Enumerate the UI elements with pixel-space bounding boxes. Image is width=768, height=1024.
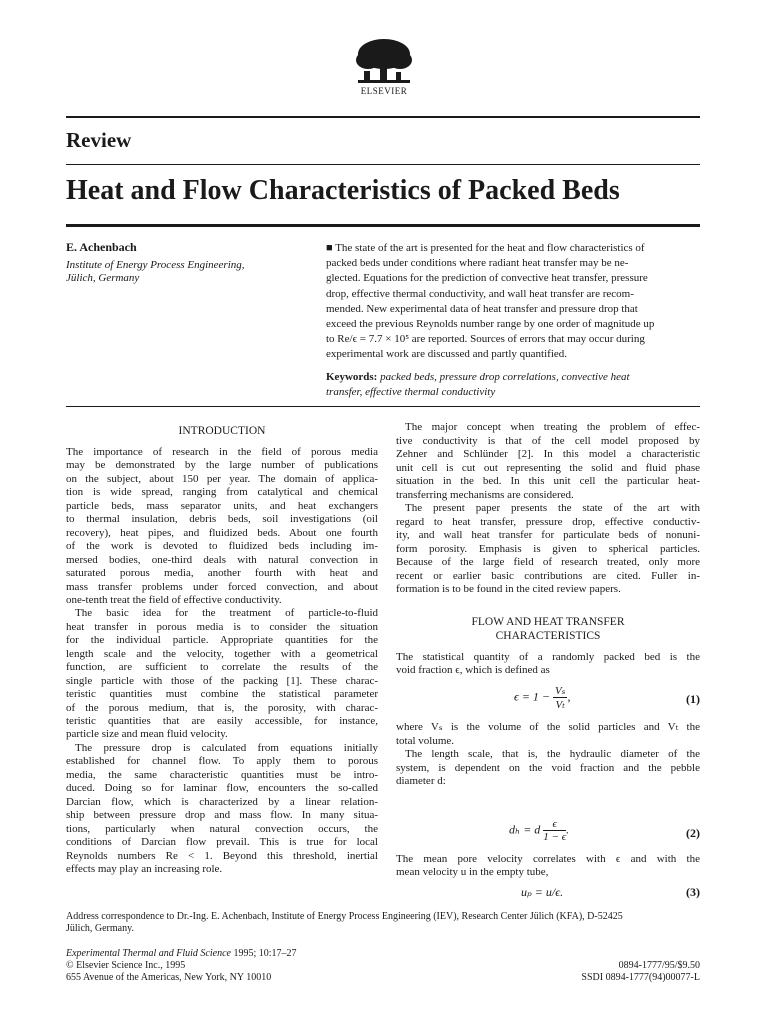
equation-1-fraction [553, 684, 567, 711]
text-line: particle beds, mass separator units, and heat exchangers [66, 499, 378, 512]
text-line: form porosity. Emphasis is given to spherical particles. [396, 542, 700, 555]
text-line: ity, and wall heat transfer for particulate beds of nonuni- [396, 529, 700, 541]
text-line: function, are sufficient to correlate the results of the [66, 661, 378, 674]
text-line: The basic idea for the treatment of particle-to-fluid [75, 607, 378, 620]
text-line: Reynolds numbers Re < 1. Beyond this threshold, inertial [66, 849, 378, 862]
text-line: The length scale, that is, the hydraulic diameter of the [405, 748, 700, 760]
text-line: regard to heat transfer, pressure drop, effective conductiv- [396, 515, 700, 528]
abstract-line: mended. New experimental data of heat transfer and pressure drop that [326, 303, 638, 315]
text-line: may be demonstrated by the large number of publications [66, 459, 378, 472]
keywords [326, 370, 630, 385]
issn-code: 0894-1777/95/$9.50 [618, 960, 700, 971]
article-title: Heat and Flow Characteristics of Packed Beds [66, 175, 620, 206]
equation-2-tail: . [566, 822, 570, 837]
text-line: teristic quantities must combine the statistical parameter [66, 688, 378, 701]
publisher-address: 655 Avenue of the Americas, New York, NY 10010 [66, 972, 272, 983]
text-line: mean velocity u in the empty tube, [396, 866, 549, 878]
text-line: situation in the bed. In this unit cell the particular heat- [396, 475, 700, 487]
text-line: unit cell is cut out representing the solid and fluid phase [396, 461, 700, 474]
text-line: transferring mechanisms are considered. [396, 488, 574, 501]
text-line: particle size and mean fluid velocity. [66, 728, 228, 741]
text-line: mersed bodies, one-third deals with natural convection in [66, 553, 378, 566]
section-heading: FLOW AND HEAT TRANSFER [471, 616, 625, 628]
text-line: of the work is devoted to fluidized beds including im- [66, 540, 378, 553]
equation-1-denominator: Vₜ [555, 699, 565, 711]
text-line: teristic quantities that are easily accessible, for instance, [66, 715, 378, 727]
text-line: where Vₛ is the volume of the solid particles and Vₜ the [396, 721, 700, 733]
journal-name: Experimental Thermal and Fluid Science [66, 948, 231, 959]
text-line: conditions of Darcian flow prevail. This is true for local [66, 836, 378, 849]
text-line: tion is wide spread, ranging from catalytical and chemical [66, 486, 378, 499]
copyright: © Elsevier Science Inc., 1995 [66, 960, 186, 971]
abstract-line: to Re/ϵ = 7.7 × 10⁵ are reported. Sources of errors that may occur during [326, 333, 645, 345]
text-line: duced. Doing so for laminar flow, encounters the so-called [66, 782, 378, 795]
text-line: length scale and the velocity, together with a geometrical [66, 647, 378, 660]
equation-2-numerator: ϵ [543, 818, 566, 831]
text-line: mass transfer problems under forced convection, and about [66, 580, 378, 593]
text-line: The importance of research in the field of porous media [66, 446, 378, 458]
text-line: to thermal insulation, debris beds, soil investigations (oil [66, 513, 378, 526]
author-affiliation: Jülich, Germany [66, 272, 140, 284]
abstract-line: glected. Equations for the prediction of convective heat transfer, pressure [326, 272, 648, 284]
equation-2-lhs: dₕ = d [509, 822, 541, 837]
journal-ref: 1995; 10:17–27 [230, 948, 297, 959]
text-line: for the individual particle. Appropriate quantities for the [66, 634, 378, 647]
title-rule [66, 224, 700, 227]
text-line: The major concept when treating the problem of effec- [405, 421, 700, 433]
text-line: system, is dependent on the void fraction and the pebble [396, 761, 700, 774]
text-line: one-tenth treat the field of effective conductivity. [66, 593, 282, 606]
equation-1-lhs: ϵ = 1 − [514, 689, 551, 704]
publisher-name: ELSEVIER [360, 86, 408, 96]
elsevier-tree-logo [352, 36, 416, 92]
text-line: tive conductivity is that of the cell model proposed by [396, 434, 700, 447]
text-line: Because of the large field of research treated, only more [396, 556, 700, 568]
abstract-line: packed beds under conditions where radiant heat transfer may be ne- [326, 257, 629, 269]
section-label: Review [66, 128, 132, 152]
keywords-text: transfer, effective thermal conductivity [326, 386, 496, 398]
text-line: tions, particularly when natural convection occurs, the [66, 822, 378, 835]
text-line: Darcian flow, which is characterized by a linear relation- [66, 795, 378, 808]
equation-2-fraction [543, 818, 566, 843]
correspondence-address: Jülich, Germany. [66, 923, 134, 934]
equation-1 [514, 684, 570, 711]
equation-3-number: (3) [686, 885, 700, 899]
equation-2-number: (2) [686, 826, 700, 840]
text-line: ship between pressure drop and mass flow. In many situa- [66, 809, 378, 822]
keywords-label: Keywords: [326, 371, 378, 383]
author-name: E. Achenbach [66, 240, 137, 254]
journal-citation [66, 948, 297, 960]
text-line: The present paper presents the state of the art with [405, 502, 700, 514]
equation-2-denominator: 1 − ϵ [543, 831, 567, 843]
keywords-text: packed beds, pressure drop correlations, convective heat [380, 371, 630, 383]
ssdi-code: SSDI 0894-1777(94)00077-L [581, 972, 700, 983]
equation-2 [509, 818, 569, 843]
author-affiliation: Institute of Energy Process Engineering, [66, 259, 245, 271]
text-line: on the subject, about 150 per year. The domain of applica- [66, 472, 378, 485]
text-line: recovery), heat pipes, and fluidized beds. About one fourth [66, 526, 378, 539]
equation-1-number: (1) [686, 692, 700, 706]
equation-1-tail: , [567, 689, 571, 704]
top-rule [66, 116, 700, 118]
section-rule [66, 164, 700, 165]
abstract-rule [66, 406, 700, 407]
text-line: total volume. [396, 734, 455, 747]
text-line: saturated porous media, another fourth with heat and [66, 567, 378, 580]
text-line: diameter d: [396, 775, 446, 787]
text-line: media, the same characteristic quantities must be intro- [66, 768, 378, 781]
equation-3: uₚ = u/ϵ. [521, 885, 564, 899]
abstract-line: exceed the previous Reynolds number range by one order of magnitude up [326, 318, 655, 330]
text-line: The pressure drop is calculated from equations initially [75, 741, 378, 754]
intro-heading: INTRODUCTION [178, 425, 266, 437]
text-line: formation is to be found in the cited review papers. [396, 583, 621, 595]
abstract-line: drop, effective thermal conductivity, and wall heat transfer are recom- [326, 288, 634, 300]
text-line: heat transfer in porous media is to consider the situation [66, 620, 378, 633]
section-heading: CHARACTERISTICS [495, 630, 601, 642]
text-line: single particle with those of the packing [1]. These charac- [66, 674, 378, 687]
equation-1-numerator: Vₛ [555, 685, 566, 697]
text-line: of the porous medium, that is, the porosity, with charac- [66, 701, 378, 714]
text-line: The statistical quantity of a randomly packed bed is the [396, 651, 700, 663]
text-line: established for channel flow. To apply them to porous [66, 755, 378, 768]
text-line: recent or earlier basic contributions are cited. Fuller in- [396, 569, 700, 582]
correspondence-address: Address correspondence to Dr.-Ing. E. Achenbach, Institute of Energy Process Engineering (IEV), Research Center Jülich (KFA), D-52425 [66, 911, 623, 922]
text-line: The mean pore velocity correlates with ϵ and with the [396, 853, 700, 865]
abstract-line: ■ The state of the art is presented for the heat and flow characteristics of [326, 242, 645, 254]
text-line: effects may play an increasing role. [66, 862, 223, 875]
text-line: void fraction ϵ, which is defined as [396, 664, 550, 676]
abstract-line: experimental work are discussed and partly quantified. [326, 348, 568, 360]
text-line: Zehner and Schlünder [2]. In this model a characteristic [396, 448, 700, 460]
